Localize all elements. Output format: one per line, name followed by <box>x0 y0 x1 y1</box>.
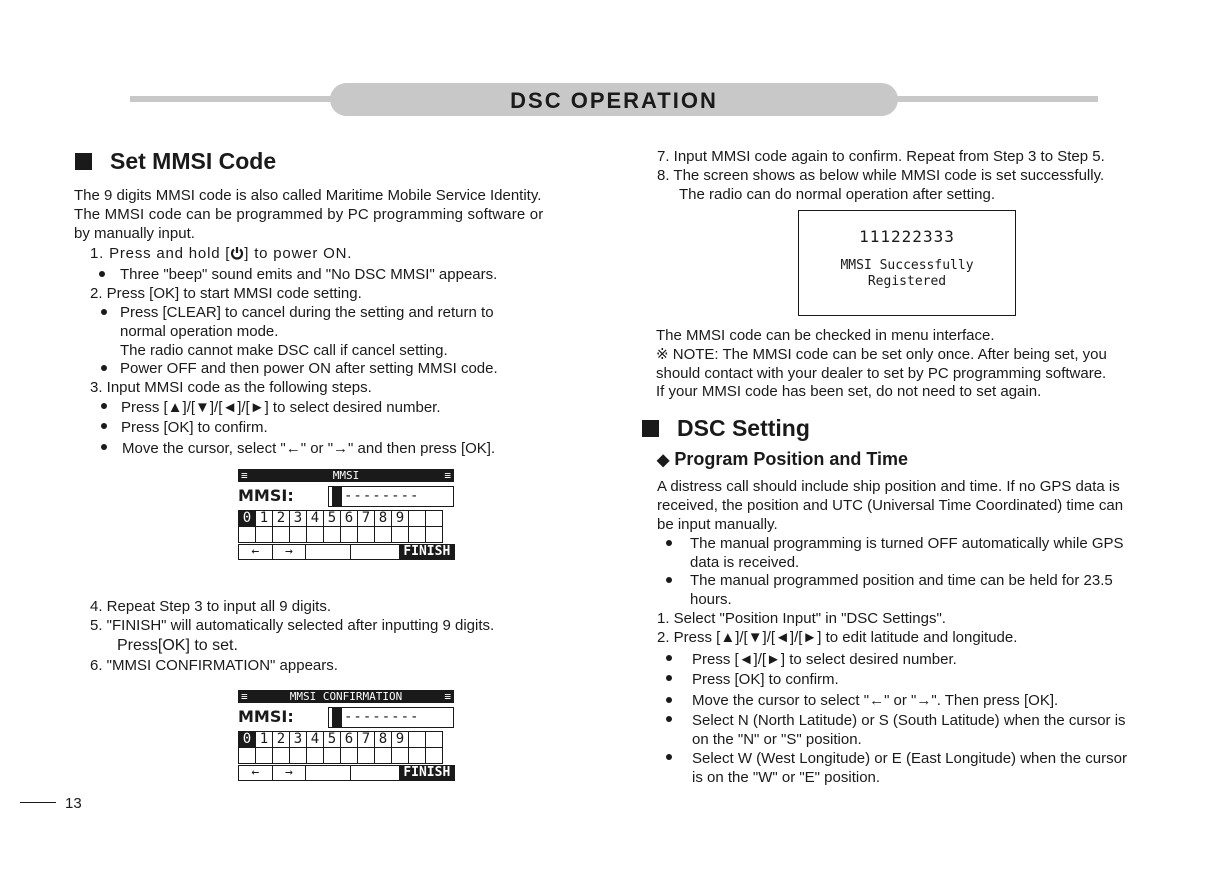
digit-cell: 8 <box>375 732 392 748</box>
square-bullet-icon <box>75 153 92 170</box>
square-bullet-icon <box>642 420 659 437</box>
note-line: If your MMSI code has been set, do not need to set again. <box>656 383 1042 400</box>
mmsi-input-field: 0 -------- <box>328 707 454 728</box>
body-line: on the "N" or "S" position. <box>692 731 862 748</box>
section-title-set-mmsi: Set MMSI Code <box>75 148 276 175</box>
bullet-icon <box>101 423 107 429</box>
digit-cell: 9 <box>392 511 409 527</box>
body-line: hours. <box>690 591 732 608</box>
body-line: 1. Select "Position Input" in "DSC Settings". <box>657 610 946 627</box>
mmsi-input-field: 0 -------- <box>328 486 454 507</box>
step-text: Press [▲]/[▼]/[◄]/[►] to select desired number. <box>121 399 441 416</box>
intro-line: by manually input. <box>74 225 195 242</box>
digit-cell: 5 <box>324 732 341 748</box>
step-2: 2. Press [OK] to start MMSI code setting. <box>90 285 362 302</box>
nav-row <box>238 544 455 560</box>
bullet-icon <box>101 444 107 450</box>
step-8: 8. The screen shows as below while MMSI code is set successfully. <box>657 167 1105 184</box>
body-line: Select W (West Longitude) or E (East Longitude) when the cursor <box>692 750 1127 767</box>
digit-grid <box>238 510 443 543</box>
digit-cell: 2 <box>273 511 290 527</box>
digit-cell: 7 <box>358 732 375 748</box>
finish-label: FINISH <box>399 545 454 560</box>
note-line: ※ NOTE: The MMSI code can be set only once. After being set, you <box>656 346 1107 363</box>
bullet-icon <box>666 716 672 722</box>
body-line: Press [OK] to confirm. <box>692 671 839 688</box>
digit-cell: 3 <box>290 511 307 527</box>
step-6: 6. "MMSI CONFIRMATION" appears. <box>90 657 338 674</box>
body-line: be input manually. <box>657 516 778 533</box>
header-rule-right <box>888 96 1098 102</box>
step-3: 3. Input MMSI code as the following steps. <box>90 379 372 396</box>
step-text: Press [CLEAR] to cancel during the setting and return to <box>120 304 494 321</box>
body-line: Select N (North Latitude) or S (South Latitude) when the cursor is <box>692 712 1126 729</box>
digit-cell: 4 <box>307 511 324 527</box>
bullet-icon <box>666 697 672 703</box>
digit-cell: 6 <box>341 732 358 748</box>
step-text: normal operation mode. <box>120 323 279 340</box>
step-text: Move the cursor, select "←" or "→" and then press [OK]. <box>122 440 496 457</box>
bullet-icon <box>101 403 107 409</box>
digit-cell: 6 <box>341 511 358 527</box>
success-line-1: MMSI Successfully <box>840 258 974 273</box>
bullet-icon <box>666 655 672 661</box>
digit-cell: 2 <box>273 732 290 748</box>
digit-cell: 1 <box>256 511 273 527</box>
step-5: 5. "FINISH" will automatically selected after inputting 9 digits. <box>90 617 495 634</box>
success-line-2: Registered <box>867 274 947 289</box>
body-line: The manual programmed position and time can be held for 23.5 <box>690 572 1113 589</box>
bullet-icon <box>666 540 672 546</box>
right-arrow-icon: → <box>272 545 306 560</box>
body-line: Move the cursor to select "←" or "→". Then press [OK]. <box>692 692 1059 709</box>
mmsi-label: MMSI: <box>238 707 294 726</box>
lcd-title-bar: ≡ MMSI CONFIRMATION ≡ <box>238 690 454 703</box>
footer-rule <box>20 802 56 803</box>
digit-cell: 7 <box>358 511 375 527</box>
bullet-icon <box>99 271 105 277</box>
body-line: received, the position and UTC (Universal Time Coordinated) time can <box>657 497 1124 514</box>
page-number: 13 <box>65 795 82 812</box>
step-1: 1. Press and hold [ ] to power ON. <box>90 245 353 262</box>
power-icon <box>230 246 244 260</box>
digit-cell <box>409 732 426 748</box>
step-4: 4. Repeat Step 3 to input all 9 digits. <box>90 598 331 615</box>
section-title-dsc-setting: DSC Setting <box>642 415 810 442</box>
left-arrow-icon: ← <box>239 545 273 560</box>
digit-cell <box>426 732 443 748</box>
bullet-icon <box>666 577 672 583</box>
body-line: A distress call should include ship position and time. If no GPS data is <box>657 478 1120 495</box>
step-7: 7. Input MMSI code again to confirm. Repeat from Step 3 to Step 5. <box>657 148 1105 165</box>
lcd-mmsi-screen <box>238 469 456 563</box>
step-text: Press [OK] to confirm. <box>121 419 268 436</box>
subsection-title: ◆ Program Position and Time <box>657 449 909 469</box>
digit-cell: 1 <box>256 732 273 748</box>
intro-line: The MMSI code can be programmed by PC programming software or <box>74 206 544 223</box>
step-text: Power OFF and then power ON after setting MMSI code. <box>120 360 498 377</box>
note-line: The MMSI code can be checked in menu interface. <box>656 327 995 344</box>
step-text: The radio cannot make DSC call if cancel setting. <box>120 342 448 359</box>
digit-cell <box>426 511 443 527</box>
diamond-bullet-icon: ◆ <box>657 452 670 469</box>
bullet-icon <box>101 309 107 315</box>
step-text: Press[OK] to set. <box>117 637 238 654</box>
digit-cell: 0 <box>239 511 256 527</box>
bullet-icon <box>666 675 672 681</box>
mmsi-code: 111222333 <box>859 227 955 246</box>
body-line: data is received. <box>690 554 800 571</box>
digit-cell <box>409 511 426 527</box>
digit-cell: 4 <box>307 732 324 748</box>
header-rule-left <box>130 96 340 102</box>
lcd-mmsi-confirmation-screen <box>238 690 456 784</box>
body-line: 2. Press [▲]/[▼]/[◄]/[►] to edit latitude and longitude. <box>657 629 1018 646</box>
left-arrow-icon: ← <box>239 766 273 781</box>
page-title: DSC OPERATION <box>330 83 898 116</box>
body-line: The manual programming is turned OFF automatically while GPS <box>690 535 1124 552</box>
step-text: The radio can do normal operation after setting. <box>679 186 996 203</box>
step-text: Three "beep" sound emits and "No DSC MMSI" appears. <box>120 266 498 283</box>
nav-row <box>238 765 455 781</box>
registered-screen <box>798 210 1016 316</box>
digit-cell: 5 <box>324 511 341 527</box>
mmsi-label: MMSI: <box>238 486 294 505</box>
digit-grid <box>238 731 443 764</box>
body-line: is on the "W" or "E" position. <box>692 769 881 786</box>
digit-cell: 8 <box>375 511 392 527</box>
bullet-icon <box>101 365 107 371</box>
lcd-title-bar: ≡ MMSI ≡ <box>238 469 454 482</box>
finish-label: FINISH <box>399 766 454 781</box>
intro-line: The 9 digits MMSI code is also called Maritime Mobile Service Identity. <box>74 187 542 204</box>
right-arrow-icon: → <box>272 766 306 781</box>
body-line: Press [◄]/[►] to select desired number. <box>692 651 957 668</box>
bullet-icon <box>666 754 672 760</box>
note-line: should contact with your dealer to set by PC programming software. <box>656 365 1107 382</box>
digit-cell: 9 <box>392 732 409 748</box>
digit-cell: 3 <box>290 732 307 748</box>
digit-cell: 0 <box>239 732 256 748</box>
